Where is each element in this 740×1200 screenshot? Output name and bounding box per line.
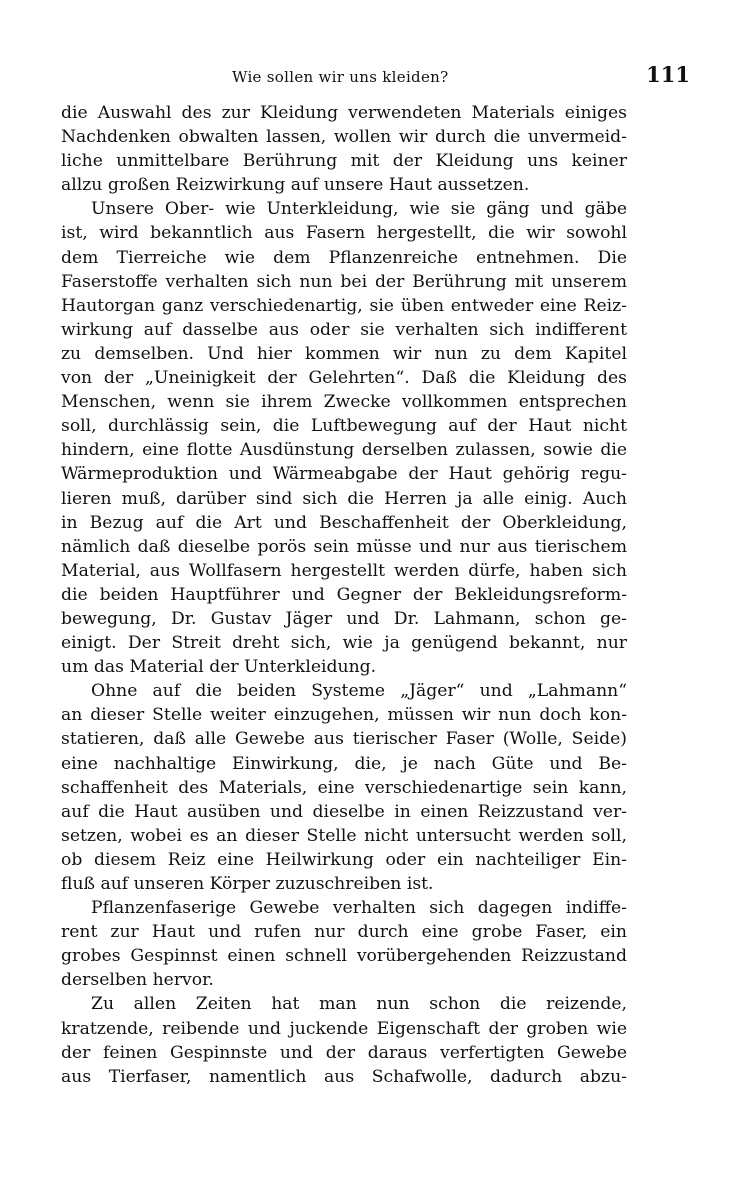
running-title: Wie sollen wir uns kleiden?	[232, 68, 449, 86]
text-line: Zu allen Zeiten hat man nun schon die reizende,	[91, 994, 627, 1015]
text-line: kratzende, reibende und juckende Eigenschaft der groben wie	[61, 1018, 627, 1039]
text-line: Faserstoffe verhalten sich nun bei der Berührung mit unserem	[61, 271, 627, 292]
text-line: in Bezug auf die Art und Beschaffenheit der Oberkleidung,	[61, 512, 627, 533]
text-line: lieren muß, darüber sind sich die Herren ja alle einig. Auch	[61, 488, 627, 509]
text-line: Ohne auf die beiden Systeme „Jäger“ und „Lahmann“	[91, 681, 627, 702]
text-line: rent zur Haut und rufen nur durch eine grobe Faser, ein	[61, 922, 627, 943]
text-line: derselben hervor.	[61, 970, 214, 991]
text-line: statieren, daß alle Gewebe aus tierischer Faser (Wolle, Seide)	[61, 729, 627, 750]
running-head	[60, 62, 690, 94]
text-line: liche unmittelbare Berührung mit der Kleidung uns keiner	[61, 151, 627, 172]
text-line: zu demselben. Und hier kommen wir nun zu dem Kapitel	[61, 343, 627, 364]
text-line: von der „Uneinigkeit der Gelehrten“. Daß die Kleidung des	[61, 368, 627, 389]
text-line: ob diesem Reiz eine Heilwirkung oder ein nachteiliger Ein-	[61, 849, 627, 870]
text-line: fluß auf unseren Körper zuzuschreiben ist.	[61, 874, 434, 894]
text-line: bewegung, Dr. Gustav Jäger und Dr. Lahmann, schon ge-	[61, 608, 627, 629]
text-line: die Auswahl des zur Kleidung verwendeten Materials einiges	[61, 103, 627, 123]
body-text	[61, 101, 627, 1089]
text-line: ist, wird bekanntlich aus Fasern hergestellt, die wir sowohl	[61, 223, 627, 244]
text-line: der feinen Gespinnste und der daraus verfertigten Gewebe	[61, 1042, 627, 1063]
text-line: nämlich daß dieselbe porös sein müsse und nur aus tierischem	[61, 536, 627, 557]
text-line: Material, aus Wollfasern hergestellt werden dürfe, haben sich	[61, 560, 627, 581]
text-line: Nachdenken obwalten lassen, wollen wir durch die unvermeid-	[61, 127, 627, 148]
text-line: Hautorgan ganz verschiedenartig, sie üben entweder eine Reiz-	[61, 295, 627, 316]
page-number: 111	[646, 62, 690, 87]
text-line: auf die Haut ausüben und dieselbe in einen Reizzustand ver-	[61, 801, 627, 822]
text-line: soll, durchlässig sein, die Luftbewegung auf der Haut nicht	[61, 416, 627, 437]
text-line: setzen, wobei es an dieser Stelle nicht untersucht werden soll,	[61, 825, 627, 846]
text-line: schaffenheit des Materials, eine verschiedenartige sein kann,	[61, 777, 627, 798]
text-line: eine nachhaltige Einwirkung, die, je nach Güte und Be-	[61, 753, 627, 774]
text-line: die beiden Hauptführer und Gegner der Bekleidungsreform-	[61, 584, 627, 605]
text-line: wirkung auf dasselbe aus oder sie verhalten sich indifferent	[61, 319, 627, 340]
text-line: hindern, eine flotte Ausdünstung derselben zulassen, sowie die	[61, 440, 627, 461]
text-line: an dieser Stelle weiter einzugehen, müssen wir nun doch kon-	[61, 705, 627, 726]
text-line: Unsere Ober- wie Unterkleidung, wie sie gäng und gäbe	[91, 199, 627, 220]
text-line: aus Tierfaser, namentlich aus Schafwolle, dadurch abzu-	[61, 1066, 627, 1087]
text-line: grobes Gespinnst einen schnell vorübergehenden Reizzustand	[61, 946, 627, 967]
text-line: einigt. Der Streit dreht sich, wie ja genügend bekannt, nur	[61, 633, 627, 654]
text-line: allzu großen Reizwirkung auf unsere Haut aussetzen.	[61, 175, 530, 196]
text-line: Pflanzenfaserige Gewebe verhalten sich dagegen indiffe-	[91, 898, 627, 919]
text-line: Menschen, wenn sie ihrem Zwecke vollkommen entsprechen	[61, 392, 627, 413]
text-line: dem Tierreiche wie dem Pflanzenreiche entnehmen. Die	[61, 247, 627, 268]
text-line: Wärmeproduktion und Wärmeabgabe der Haut gehörig regu-	[61, 464, 627, 485]
text-line: um das Material der Unterkleidung.	[61, 657, 377, 678]
